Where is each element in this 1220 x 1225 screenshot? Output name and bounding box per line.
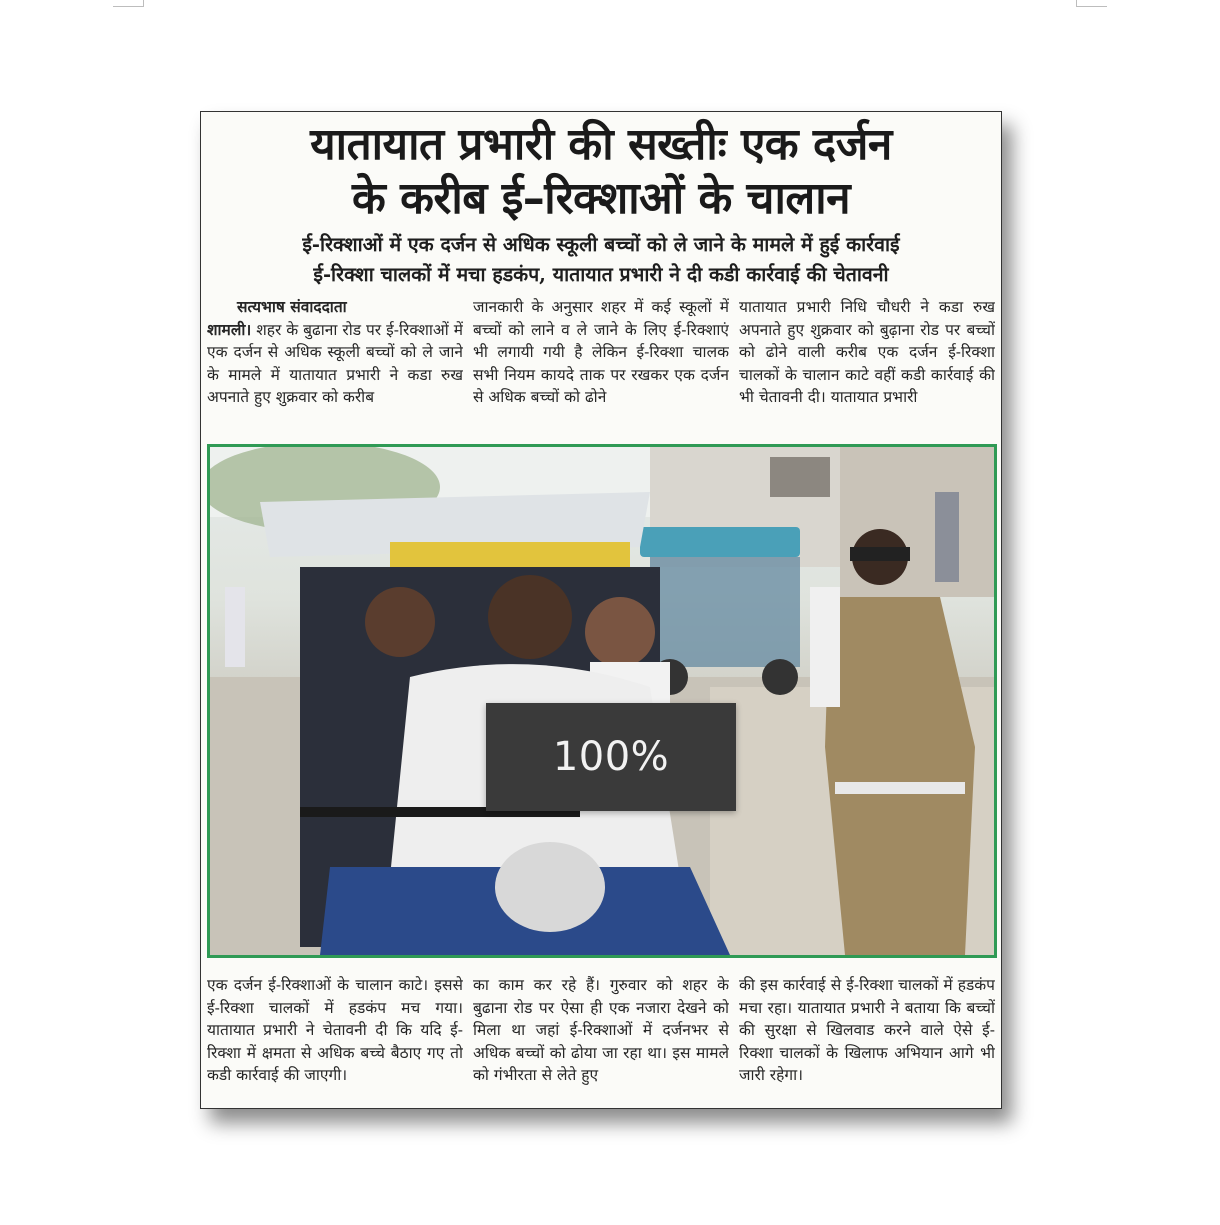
article-columns-top: [207, 296, 995, 436]
dateline: शामली।: [207, 319, 252, 339]
article-text: का काम कर रहे हैं। गुरुवार को शहर के बुढाना रोड पर ऐसा ही एक नजारा देखने को मिला था जहां ई-रिक्शाओं में दर्जनभर से अधिक बच्चों को ढोया जा रहा था। इस मामले को गंभीरता से लेते हुए: [473, 976, 729, 1084]
article-column-1: [207, 296, 463, 436]
article-column-2: [473, 296, 729, 436]
article-text: जानकारी के अनुसार शहर में कई स्कूलों में बच्चों को लाने व ले जाने के लिए ई-रिक्शाएं भी लगायी गयी है लेकिन ई-रिक्शा चालक सभी नियम कायदे ताक पर रखकर एक दर्जन से अधिक बच्चों को ढोने: [473, 298, 729, 406]
page-corner-mark-right: [1076, 0, 1107, 7]
byline: सत्यभाष संवाददाता: [237, 297, 347, 316]
newspaper-clipping: [200, 111, 1002, 1109]
article-column-5: [473, 974, 729, 1109]
article-column-3: [739, 296, 995, 436]
news-photo: [207, 444, 997, 958]
article-columns-bottom: [207, 974, 995, 1109]
subheadline-line-2: ई-रिक्शा चालकों में मचा हडकंप, यातायात प्रभारी ने दी कडी कार्रवाई की चेतावनी: [313, 263, 889, 286]
photo-illustration: [210, 447, 994, 955]
page-corner-mark-left: [113, 0, 144, 7]
subheadline-line-1: ई-रिक्शाओं में एक दर्जन से अधिक स्कूली बच्चों को ले जाने के मामले में हुई कार्रवाई: [302, 233, 900, 256]
article-text: की इस कार्रवाई से ई-रिक्शा चालकों में हडकंप मचा रहा। यातायात प्रभारी ने बताया कि बच्चों की सुरक्षा से खिलवाड करने वाले ऐसे ई-रिक्शा चालकों के खिलाफ अभियान आगे भी जारी रहेगा।: [739, 976, 995, 1084]
headline-line-1: यातायात प्रभारी की सख्तीः एक दर्जन: [310, 119, 892, 170]
zoom-level-indicator: 100%: [486, 703, 736, 811]
article-text: यातायात प्रभारी निधि चौधरी ने कडा रुख अपनाते हुए शुक्रवार को बुढ़ाना रोड पर बच्चों को ढोने वाली करीब एक दर्जन ई-रिक्शा चालकों के चालान काटे वहीं कडी कार्रवाई की भी चेतावनी दी। यातायात प्रभारी: [739, 298, 995, 406]
article-text: एक दर्जन ई-रिक्शाओं के चालान काटे। इससे ई-रिक्शा चालकों में हडकंप मच गया। यातायात प्रभारी ने चेतावनी दी कि यदि ई-रिक्शा में क्षमता से अधिक बच्चे बैठाए गए तो कडी कार्रवाई की जाएगी।: [207, 976, 463, 1084]
article-column-6: [739, 974, 995, 1109]
headline-line-2: के करीब ई–रिक्शाओं के चालान: [351, 173, 851, 224]
subheadline: [201, 230, 1001, 290]
article-text: शहर के बुढाना रोड पर ई-रिक्शाओं में एक दर्जन से अधिक स्कूली बच्चों को ले जाने के मामले में यातायात प्रभारी ने कडा रुख अपनाते हुए शुक्रवार को करीब: [207, 320, 463, 406]
headline: [201, 112, 1001, 226]
article-column-4: [207, 974, 463, 1109]
